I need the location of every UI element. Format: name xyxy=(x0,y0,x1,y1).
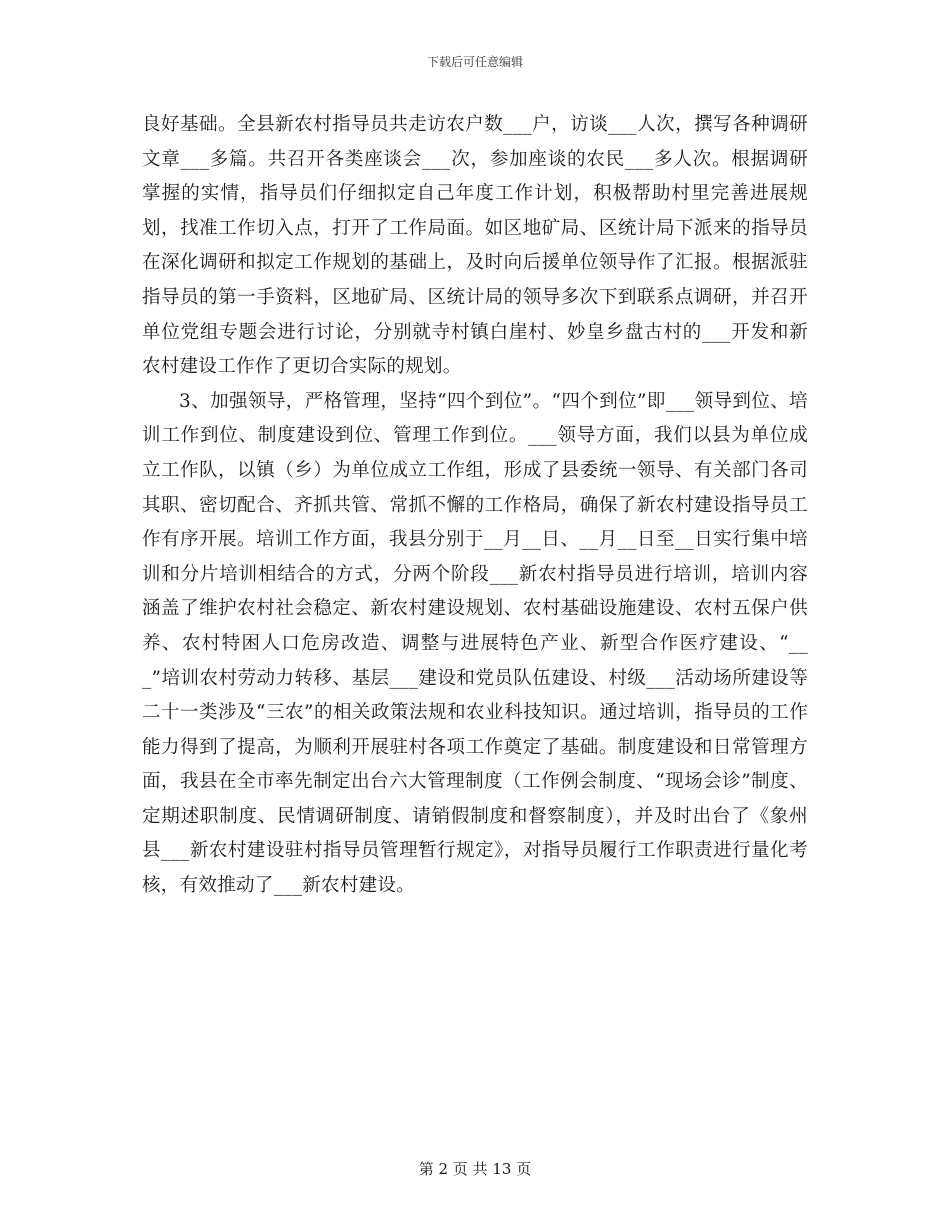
page-number: 第 2 页 共 13 页 xyxy=(418,1160,532,1178)
paragraph-continued: 良好基础。全县新农村指导员共走访农户数___户，访谈___人次，撰写各种调研文章___多篇。共召开各类座谈会___次，参加座谈的农民___多人次。根据调研掌握的实情，指导员们仔细拟定自己年度工作计划，积极帮助村里完善进展规划，找准工作切入点，打开了工作局面。如区地矿局、区统计局下派来的指导员在深化调研和拟定工作规划的基础上，及时向后援单位领导作了汇报。根据派驻指导员的第一手资料，区地矿局、区统计局的领导多次下到联系点调研，并召开单位党组专题会进行讨论，分别就寺村镇白崖村、妙皇乡盘古村的___开发和新农村建设工作作了更切合实际的规划。 xyxy=(142,114,808,378)
page-header-note: 下载后可任意编辑 xyxy=(426,55,523,69)
paragraph-four-in-place: 3、加强领导，严格管理，坚持“四个到位”。“四个到位”即___领导到位、培训工作到位、制度建设到位、管理工作到位。___领导方面，我们以县为单位成立工作队，以镇（乡）为单位成立工作组，形成了县委统一领导、有关部门各司其职、密切配合、齐抓共管、常抓不懈的工作格局，确保了新农村建设指导员工作有序开展。培训工作方面，我县分别于__月__日、__月__日至__日实行集中培训和分片培训相结合的方式，分两个阶段___新农村指导员进行培训，培训内容涵盖了维护农村社会稳定、新农村建设规划、农村基础设施建设、农村五保户供养、农村特困人口危房改造、调整与进展特色产业、新型合作医疗建设、“___”培训农村劳动力转移、基层___建设和党员队伍建设、村级___活动场所建设等二十一类涉及“三农”的相关政策法规和农业科技知识。通过培训，指导员的工作能力得到了提高，为顺利开展驻村各项工作奠定了基础。制度建设和日常管理方面，我县在全市率先制定出台六大管理制度（工作例会制度、“现场会诊”制度、定期述职制度、民情调研制度、请销假制度和督察制度），并及时出台了《象州县___新农村建设驻村指导员管理暂行规定》，对指导员履行工作职责进行量化考核，有效推动了___新农村建设。 xyxy=(142,390,808,897)
document-body xyxy=(142,108,808,904)
